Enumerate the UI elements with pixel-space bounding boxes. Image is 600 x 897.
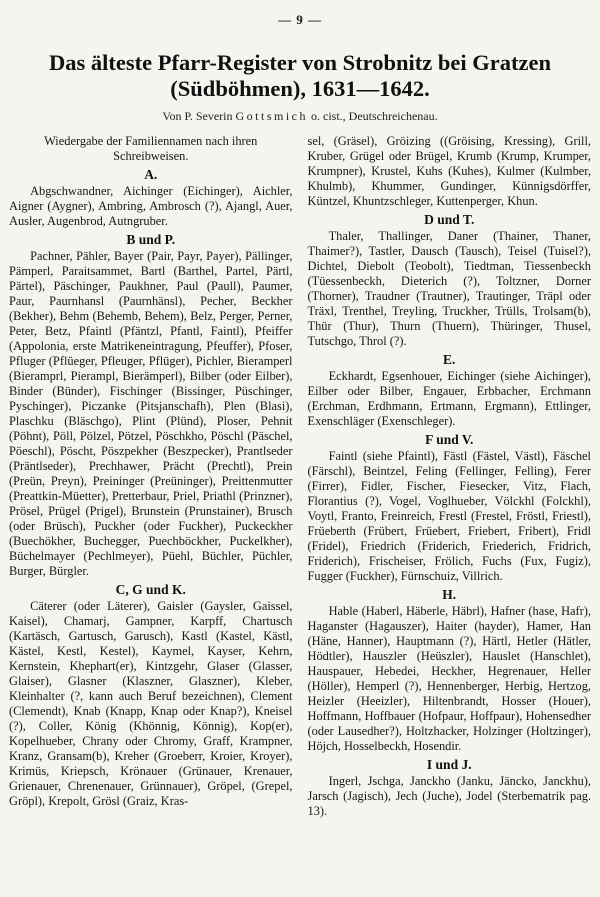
section-text-e: Eckhardt, Egsenhouer, Eichinger (siehe Aichinger), Eilber oder Bilber, Engauer, Erbbacher, Erchmann (Erchman, Erdhmann, Ertmann, Ergmann), Ettlinger, Exenschläger (Exenschleger).: [307, 369, 591, 429]
byline-prefix: Von P. Severin: [162, 109, 233, 124]
section-text-f-v: Faintl (siehe Pfaintl), Fästl (Fästel, Västl), Fäschel (Färschl), Beintzel, Feling (Fellinger, Felling), Ferer (Firrer), Fidler, Fischer, Fiesecker, Vitz, Flach, Florantius (?), Vogel, Voglhueber, Völckhl (Folckhl), Voytl, Franto, Freinreich, Frestl (Frestel, Fröstl, Friestl), Früeberth (Frübert, Früebert, Friebert, Fribert), Fridl (Fridel), Friedrich (Friderich, Friederich, Fridrich, Friderich), Frischeiser, Frölich, Fuchs (Fux, Fugiz), Fugger (Fuckher), Fürnschuiz, Villrich.: [307, 449, 591, 584]
section-text-c-g-k: Cäterer (oder Läterer), Gaisler (Gaysler, Gaissel, Kaisel), Chamarj, Gampner, Karpff, Chartusch (Kartäsch, Gartusch, Garusch), Kastl (Kastel, Kästl, Kästel, Kestl, Kestel), Kaymel, Kayser, Kehrn, Kernstein, Khephart(er), Kintzgehr, Glaser (Glasser, Glaiser), Glasner (Klaszner, Glaszner), Kleber, Kleinhalter (?, kann auch Beruf bezeichnen), Clement (Clemendt), Knab (Knapp, Knap oder Knap?), Kneisel (?), Coller, König (Khönnig, Könnig), Kop(er), Kopelhueber, Chrany oder Chromy, Graff, Krampner, Kranz, Gransam(b), Kreher (Groeberr, Kroier, Kroyer), Krimüs, Kriepsch, Krönauer (Grünauer, Krenauer, Grienauer, Chrenenauer, Grünnauer), Gröpel, (Grepel, Gröpl), Krepolt, Grösl (Graiz, Kras-: [9, 599, 293, 809]
section-text-d-t: Thaler, Thallinger, Daner (Thainer, Thaner, Thaimer?), Tastler, Dausch (Tausch), Teisel (Tuisel?), Dichtel, Diebolt (Teobolt), Tiedtman, Tiessenbeckh (Tüessenbeckh, Dieterich (?), Toltzner, Dorner (Thorner), Traudner (Trautner), Trautinger, Träpl oder Träxl, Trenthel, Treyling, Truckher, Trülls, Trolsam(b), Thür (Thur), Thurn (Thuern), Thüringer, Thusel, Tutschgo, Throl (?).: [307, 229, 591, 349]
byline-author-name: Gottsmich: [235, 109, 308, 124]
two-column-body: [9, 134, 591, 819]
section-heading-h: H.: [442, 587, 457, 603]
article-title-line1: Das älteste Pfarr-Register von Strobnitz bei Gratzen: [49, 50, 551, 75]
section-text-i-j: Ingerl, Jschga, Janckho (Janku, Jäncko, Janckhu), Jarsch (Jagisch), Jech (Juche), Jodel (Sterbematrik pag. 13).: [307, 774, 591, 819]
section-heading-d-t: D und T.: [424, 212, 475, 228]
page-number: — 9 —: [278, 12, 322, 27]
byline: [9, 109, 591, 124]
section-text-b-p: Pachner, Pähler, Bayer (Pair, Payr, Payer), Pällinger, Pämperl, Paraitsammet, Bartl (Barthel, Partel, Pärtl, Pärtel), Päschinger, Paukhner, Paul (Paull), Paumer, Paur, Paurnhansl (Paurnhänsl), Pecher, Beckher (Bekher), Behm (Behemb, Behem), Belz, Perger, Perner, Peter, Betz, Pfaintl (Pfäntzl, Pfantl, Faintl), Pfeiffer (Appolonia, erste Matrikeneintragung, Pfeuffer), Pfoser, Pfluger (Pflüeger, Pfleuger, Pflüger), Pichler, Bieramperl (Bieramprl, Pierampl, Bierämperl), Bilber (oder Eilber), Binder (Bünder), Fischinger (Bissinger, Püschinger, Pyschinger), Piczanke (Pitsjanschafh), Plen (Blasi), Plaschku (Bläschgo), Plint (Plünd), Ploser, Pehnit (Pöhnt), Pöll, Pölzel, Pötzel, Pöschkho, Pöschl (Päschel, Pöeschl), Pöscht, Pöszpekher (Beszpecker), Prantlseder (Präntlseder), Prechhawer, Prächt (Prechtl), Prein (Preün, Preyn), Preininger (Preüninger), Preittenmutter (Preattkin-Müetter), Pretterbaur, Priel, Priathl (Prinzner), Prösel, Prügel (Prigel), Brunstein (Prunstainer), Brusch (oder Brüsch), Puckher (oder Fuckher), Puckeckher (Buechökher, Buchegger, Puechböckher, Puckelkher), Büchelmayer (Pechlmeyer), Püehl, Büchler, Püchler, Burger, Bürgler.: [9, 249, 293, 579]
section-text-a: Abgschwandner, Aichinger (Eichinger), Aichler, Aigner (Aygner), Ambring, Ambrosch (?), Ajangl, Auer, Ausler, Augenbrod, Autngruber.: [9, 184, 293, 229]
article-title: [9, 50, 591, 102]
section-text-h: Hable (Haberl, Häberle, Häbrl), Hafner (hase, Hafr), Haganster (Hagauszer), Haiter (hayder), Hamer, Han (Häne, Hanner), Hauptmann (?), Härtl, Hetler (Hätler, Hödtler), Hauszler (Heüszler), Hauslet (Hanschlet), Hauspauer, Hebedei, Heckher, Hegrenauer, Heller (Höller), Hemperl (?), Hennenberger, Herbig, Hertzog, Heizler (Heeizler), Hiltenbrandt, Hosser (Houer), Hoffmann, Hoffbauer (Hofpaur, Hoffpaur), Hohensedher (oder Lausedher?), Holtzhacker, Holzinger (Holtzinger), Höjch, Hosselbeckh, Hosendir.: [307, 604, 591, 754]
section-heading-i-j: I und J.: [426, 757, 472, 773]
article-title-line2: (Südböhmen), 1631—1642.: [170, 76, 430, 102]
intro-note: Wiedergabe der Familiennamen nach ihren Schreibweisen.: [44, 134, 258, 164]
section-heading-c-g-k: C, G und K.: [115, 582, 186, 598]
left-column: [9, 134, 293, 819]
continuation-text-c-g-k: sel, (Gräsel), Gröizing ((Gröising, Kressing), Grill, Kruber, Grügel oder Brügel, Krumb (Krump, Krumper, Krumpner), Krustel, Kuhs (Kuhes), Kulmer (Kulmber, Khulmb), Khummer, Gundinger, Künnigsdörffer, Küntzel, Khuntzschleger, Kuttenperger, Khun.: [307, 134, 591, 209]
byline-suffix: o. cist., Deutschreichenau.: [311, 109, 438, 124]
section-heading-e: E.: [443, 352, 456, 368]
section-heading-f-v: F und V.: [425, 432, 474, 448]
section-heading-a: A.: [144, 167, 158, 183]
section-heading-b-p: B und P.: [126, 232, 176, 248]
right-column: [308, 134, 592, 819]
